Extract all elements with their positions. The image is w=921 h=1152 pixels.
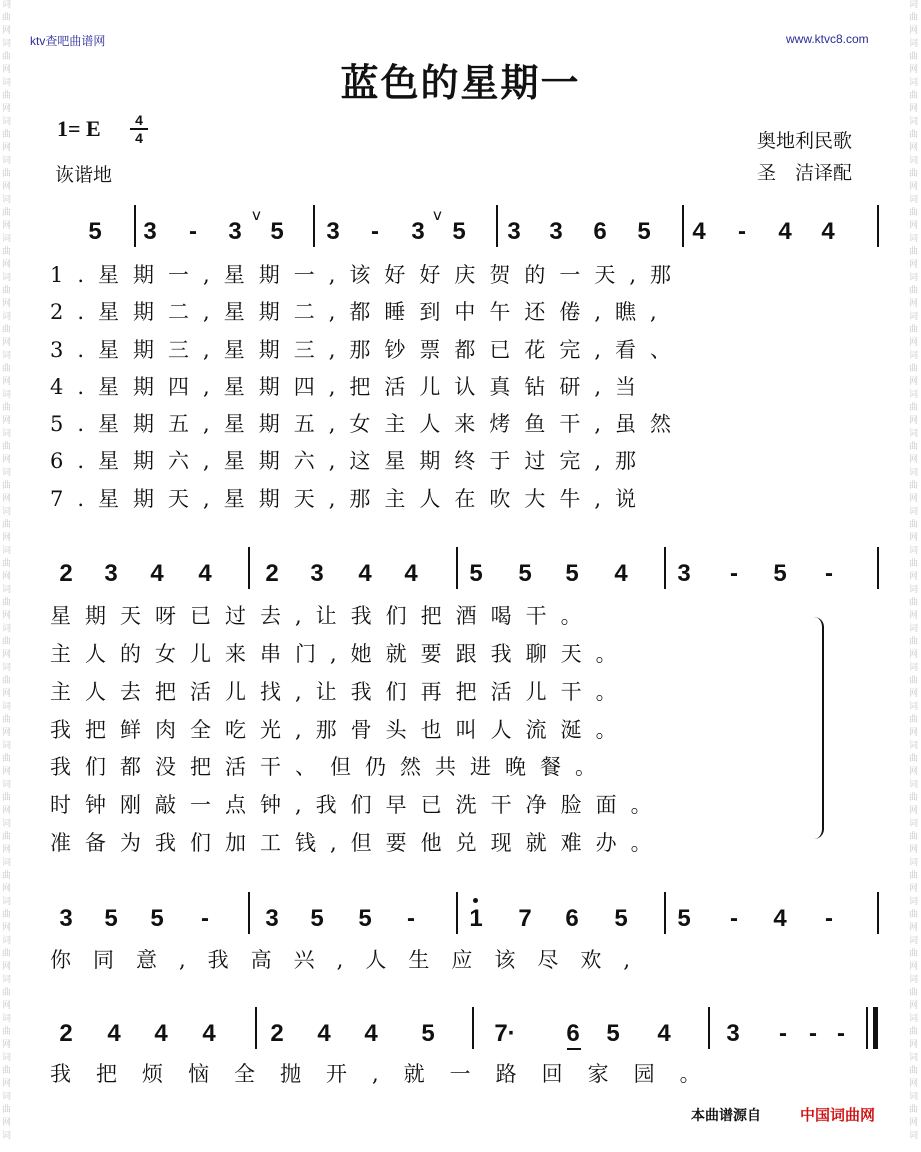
- bar-line: [313, 205, 315, 247]
- watermark-char: 网: [909, 221, 919, 231]
- watermark-char: 词: [909, 702, 919, 712]
- note: 7·: [494, 1020, 516, 1047]
- lyric-verse-4: 4.星期四,星期四,把活儿认真钻研,当: [50, 375, 651, 399]
- watermark-char: 网: [2, 572, 12, 582]
- watermark-char: 词: [909, 546, 919, 556]
- lyric-verse-5: 5.星期五,星期五,女主人来烤鱼干,虽然: [50, 412, 686, 436]
- note: 5: [270, 218, 284, 245]
- watermark-char: 词: [2, 468, 12, 478]
- watermark-char: 网: [2, 377, 12, 387]
- watermark-char: 曲: [2, 169, 12, 179]
- lyric-verse-6: 时钟刚敲一点钟,我们早已洗干净脸面。: [50, 793, 666, 817]
- watermark-char: 词: [2, 1014, 12, 1024]
- watermark-char: 网: [909, 767, 919, 777]
- watermark-char: 词: [909, 117, 919, 127]
- watermark-char: 词: [909, 936, 919, 946]
- note: 4: [198, 560, 212, 587]
- note: 4: [404, 560, 418, 587]
- watermark-char: 网: [909, 923, 919, 933]
- watermark-char: 曲: [909, 637, 919, 647]
- watermark-char: 词: [2, 702, 12, 712]
- watermark-char: 曲: [2, 442, 12, 452]
- watermark-char: 词: [909, 975, 919, 985]
- watermark-char: 网: [909, 962, 919, 972]
- bar-line: [664, 892, 666, 934]
- watermark-char: 曲: [909, 949, 919, 959]
- watermark-char: 网: [909, 884, 919, 894]
- note: 2: [59, 1020, 73, 1047]
- watermark-char: 网: [909, 260, 919, 270]
- watermark-char: 词: [909, 1014, 919, 1024]
- bar-line: [456, 547, 458, 589]
- underline-beat: [567, 1048, 581, 1050]
- note: -: [825, 905, 833, 932]
- note: -: [779, 1020, 787, 1047]
- watermark-char: 曲: [909, 832, 919, 842]
- watermark-char: 词: [2, 390, 12, 400]
- watermark-char: 曲: [2, 910, 12, 920]
- watermark-char: 词: [909, 858, 919, 868]
- watermark-char: 曲: [2, 871, 12, 881]
- note: 4: [154, 1020, 168, 1047]
- final-bar-thin: [866, 1007, 868, 1049]
- note: -: [201, 905, 209, 932]
- watermark-char: 网: [909, 1040, 919, 1050]
- watermark-char: 曲: [2, 1027, 12, 1037]
- watermark-char: 网: [2, 143, 12, 153]
- bar-line: [472, 1007, 474, 1049]
- watermark-char: 曲: [909, 247, 919, 257]
- watermark-char: 网: [2, 221, 12, 231]
- watermark-char: 词: [909, 0, 919, 10]
- watermark-char: 曲: [2, 364, 12, 374]
- bar-line: [456, 892, 458, 934]
- note: 4: [107, 1020, 121, 1047]
- lyric-verse-3: 主人去把活儿找,让我们再把活儿干。: [50, 680, 631, 704]
- note: 5: [310, 905, 324, 932]
- watermark-char: 曲: [909, 520, 919, 530]
- watermark-char: 词: [2, 546, 12, 556]
- note: 5: [88, 218, 102, 245]
- note: 5: [637, 218, 651, 245]
- watermark-char: 词: [2, 819, 12, 829]
- note: 5: [606, 1020, 620, 1047]
- watermark-char: 网: [909, 650, 919, 660]
- lyric-verse-3: 3.星期三,星期三,那钞票都已花完,看、: [50, 338, 686, 362]
- brand-name: 中国词曲网: [800, 1107, 876, 1124]
- note: 4: [358, 560, 372, 587]
- watermark-char: 词: [2, 156, 12, 166]
- watermark-char: 曲: [2, 793, 12, 803]
- watermark-char: 词: [909, 273, 919, 283]
- note: 5: [452, 218, 466, 245]
- watermark-char: 词: [2, 429, 12, 439]
- lyric-verse-6: 6.星期六,星期六,这星期终于过完,那: [50, 449, 651, 473]
- watermark-char: 词: [909, 390, 919, 400]
- note: 3: [310, 560, 324, 587]
- translator-credit: 圣 洁译配: [757, 162, 853, 184]
- watermark-char: 曲: [2, 481, 12, 491]
- watermark-char: 词: [909, 585, 919, 595]
- bar-line: [877, 892, 879, 934]
- watermark-char: 词: [2, 663, 12, 673]
- note: 1: [469, 905, 483, 932]
- watermark-char: 曲: [909, 286, 919, 296]
- watermark-char: 词: [909, 39, 919, 49]
- watermark-char: 词: [2, 78, 12, 88]
- watermark-char: 词: [909, 351, 919, 361]
- watermark-char: 网: [2, 1001, 12, 1011]
- watermark-char: 网: [2, 806, 12, 816]
- watermark-char: 网: [2, 455, 12, 465]
- watermark-char: 曲: [2, 208, 12, 218]
- note: 3: [326, 218, 340, 245]
- watermark-char: 曲: [909, 442, 919, 452]
- watermark-char: 曲: [2, 637, 12, 647]
- watermark-char: 词: [2, 741, 12, 751]
- watermark-char: 网: [2, 962, 12, 972]
- note: 4: [614, 560, 628, 587]
- lyric-verse-5: 我们都没把活干、但仍然共进晚餐。: [50, 755, 610, 779]
- song-title: 蓝色的星期一: [340, 60, 581, 105]
- watermark-char: 曲: [909, 559, 919, 569]
- watermark-char: 网: [2, 299, 12, 309]
- note: 3: [59, 905, 73, 932]
- watermark-char: 词: [2, 312, 12, 322]
- watermark-char: 曲: [909, 793, 919, 803]
- watermark-char: 网: [909, 416, 919, 426]
- watermark-char: 曲: [909, 676, 919, 686]
- watermark-char: 网: [2, 845, 12, 855]
- note: 4: [778, 218, 792, 245]
- note: 3: [507, 218, 521, 245]
- note: -: [837, 1020, 845, 1047]
- note: -: [371, 218, 379, 245]
- time-signature-bottom: 4: [135, 130, 143, 146]
- watermark-char: 网: [2, 104, 12, 114]
- watermark-char: 词: [2, 507, 12, 517]
- watermark-char: 词: [2, 117, 12, 127]
- note: 5: [104, 905, 118, 932]
- note: 5: [614, 905, 628, 932]
- bar-line: [877, 205, 879, 247]
- watermark-char: 曲: [2, 286, 12, 296]
- watermark-char: 曲: [909, 1105, 919, 1115]
- watermark-char: 网: [909, 1079, 919, 1089]
- watermark-char: 网: [909, 143, 919, 153]
- note: 4: [657, 1020, 671, 1047]
- watermark-char: 网: [2, 1079, 12, 1089]
- watermark-char: 词: [2, 195, 12, 205]
- watermark-char: 词: [2, 858, 12, 868]
- note: 3: [228, 218, 242, 245]
- left-watermark-strip: [0, 0, 14, 1152]
- watermark-char: 网: [2, 1118, 12, 1128]
- note: 5: [518, 560, 532, 587]
- watermark-char: 曲: [2, 1066, 12, 1076]
- note: 7: [518, 905, 532, 932]
- note: 3: [411, 218, 425, 245]
- breath-mark: v: [252, 206, 261, 224]
- bar-line: [248, 892, 250, 934]
- watermark-char: 词: [2, 780, 12, 790]
- watermark-char: 词: [909, 663, 919, 673]
- watermark-char: 网: [909, 1118, 919, 1128]
- note: 5: [150, 905, 164, 932]
- note: 5: [773, 560, 787, 587]
- watermark-char: 网: [909, 377, 919, 387]
- watermark-char: 网: [909, 728, 919, 738]
- note: -: [189, 218, 197, 245]
- bar-line: [255, 1007, 257, 1049]
- watermark-char: 网: [2, 533, 12, 543]
- note: 3: [549, 218, 563, 245]
- site-label-left: ktv查吧曲谱网: [30, 34, 106, 48]
- lyric-verse-7: 7.星期天,星期天,那主人在吹大牛,说: [50, 487, 651, 511]
- watermark-char: 曲: [2, 52, 12, 62]
- watermark-char: 词: [909, 897, 919, 907]
- note: -: [730, 905, 738, 932]
- watermark-char: 网: [2, 65, 12, 75]
- watermark-char: 词: [909, 468, 919, 478]
- watermark-char: 网: [909, 455, 919, 465]
- watermark-char: 网: [909, 1001, 919, 1011]
- watermark-char: 网: [2, 884, 12, 894]
- key-signature: 1= E: [57, 116, 101, 141]
- watermark-char: 曲: [909, 208, 919, 218]
- watermark-char: 曲: [909, 364, 919, 374]
- tempo-marking: 诙谐地: [55, 164, 113, 186]
- note: -: [407, 905, 415, 932]
- watermark-char: 网: [2, 650, 12, 660]
- watermark-char: 曲: [909, 1066, 919, 1076]
- bar-line: [496, 205, 498, 247]
- verse-brace: [808, 617, 824, 839]
- watermark-char: 网: [909, 299, 919, 309]
- lyric-verse-7: 准备为我们加工钱,但要他兑现就难办。: [50, 831, 666, 855]
- lyric-chorus-2: 我把烦恼全抛开,就一路回家园。: [50, 1062, 726, 1086]
- bar-line: [877, 547, 879, 589]
- watermark-char: 网: [909, 806, 919, 816]
- watermark-char: 词: [909, 1092, 919, 1102]
- note: 4: [150, 560, 164, 587]
- lyric-chorus-1: 你同意,我高兴,人生应该尽欢,: [50, 948, 653, 972]
- watermark-char: 曲: [909, 130, 919, 140]
- watermark-char: 曲: [2, 403, 12, 413]
- lyric-verse-4: 我把鲜肉全吃光,那骨头也叫人流涎。: [50, 718, 631, 742]
- note: 4: [773, 905, 787, 932]
- watermark-char: 曲: [909, 325, 919, 335]
- watermark-char: 曲: [2, 130, 12, 140]
- watermark-char: 网: [909, 338, 919, 348]
- watermark-char: 网: [2, 416, 12, 426]
- watermark-char: 词: [2, 1053, 12, 1063]
- watermark-char: 曲: [2, 949, 12, 959]
- watermark-char: 词: [2, 273, 12, 283]
- watermark-char: 词: [909, 819, 919, 829]
- watermark-char: 网: [909, 182, 919, 192]
- watermark-char: 词: [909, 156, 919, 166]
- watermark-char: 网: [2, 338, 12, 348]
- note: -: [825, 560, 833, 587]
- time-signature-top: 4: [135, 112, 143, 128]
- site-label-right: www.ktvc8.com: [786, 32, 869, 46]
- watermark-char: 网: [909, 494, 919, 504]
- watermark-char: 曲: [909, 871, 919, 881]
- watermark-char: 曲: [909, 988, 919, 998]
- watermark-char: 网: [2, 767, 12, 777]
- watermark-char: 曲: [2, 559, 12, 569]
- watermark-char: 曲: [2, 247, 12, 257]
- watermark-char: 词: [909, 234, 919, 244]
- watermark-char: 网: [909, 845, 919, 855]
- lyric-verse-2: 主人的女儿来串门,她就要跟我聊天。: [50, 642, 631, 666]
- note: 5: [677, 905, 691, 932]
- watermark-char: 词: [2, 624, 12, 634]
- watermark-char: 词: [2, 936, 12, 946]
- watermark-char: 曲: [909, 403, 919, 413]
- lyric-verse-1: 星期天呀已过去,让我们把酒喝干。: [50, 604, 596, 628]
- watermark-char: 网: [2, 1040, 12, 1050]
- bar-line: [248, 547, 250, 589]
- watermark-char: 曲: [2, 754, 12, 764]
- watermark-char: 词: [2, 0, 12, 10]
- watermark-char: 曲: [2, 1105, 12, 1115]
- watermark-char: 网: [909, 104, 919, 114]
- high-octave-dot: [473, 898, 478, 903]
- watermark-char: 词: [909, 195, 919, 205]
- watermark-char: 词: [909, 312, 919, 322]
- song-origin: 奥地利民歌: [757, 130, 853, 152]
- watermark-char: 词: [2, 351, 12, 361]
- note: -: [738, 218, 746, 245]
- watermark-char: 曲: [2, 715, 12, 725]
- watermark-char: 网: [2, 923, 12, 933]
- note: -: [809, 1020, 817, 1047]
- lyric-verse-1: 1.星期一,星期一,该好好庆贺的一天,那: [50, 263, 686, 287]
- watermark-char: 网: [2, 182, 12, 192]
- note: 5: [469, 560, 483, 587]
- breath-mark: v: [433, 206, 442, 224]
- note: 2: [59, 560, 73, 587]
- note: 2: [265, 560, 279, 587]
- note: 6: [565, 905, 579, 932]
- watermark-char: 网: [2, 611, 12, 621]
- watermark-char: 网: [909, 65, 919, 75]
- note: 5: [358, 905, 372, 932]
- watermark-char: 曲: [909, 715, 919, 725]
- note: 3: [104, 560, 118, 587]
- note: 4: [364, 1020, 378, 1047]
- note: 3: [265, 905, 279, 932]
- watermark-char: 曲: [2, 91, 12, 101]
- watermark-char: 网: [909, 611, 919, 621]
- note: -: [730, 560, 738, 587]
- watermark-char: 曲: [909, 169, 919, 179]
- watermark-char: 曲: [2, 988, 12, 998]
- watermark-char: 网: [2, 689, 12, 699]
- watermark-char: 曲: [909, 91, 919, 101]
- note: 4: [692, 218, 706, 245]
- note: 5: [565, 560, 579, 587]
- watermark-char: 曲: [909, 481, 919, 491]
- watermark-char: 网: [909, 533, 919, 543]
- time-signature: [130, 113, 148, 145]
- watermark-char: 曲: [2, 832, 12, 842]
- watermark-char: 词: [909, 78, 919, 88]
- bar-line: [664, 547, 666, 589]
- note: 3: [726, 1020, 740, 1047]
- watermark-char: 网: [2, 494, 12, 504]
- watermark-char: 词: [909, 429, 919, 439]
- watermark-char: 网: [2, 260, 12, 270]
- watermark-char: 曲: [909, 910, 919, 920]
- watermark-char: 词: [2, 975, 12, 985]
- right-watermark-strip: [907, 0, 921, 1152]
- source-label: 本曲谱源自: [691, 1107, 761, 1123]
- watermark-char: 网: [909, 572, 919, 582]
- watermark-char: 词: [2, 897, 12, 907]
- watermark-char: 曲: [2, 598, 12, 608]
- note: 4: [821, 218, 835, 245]
- watermark-char: 曲: [2, 13, 12, 23]
- watermark-char: 词: [909, 741, 919, 751]
- note: 4: [317, 1020, 331, 1047]
- watermark-char: 曲: [909, 52, 919, 62]
- watermark-char: 曲: [909, 1027, 919, 1037]
- watermark-char: 词: [2, 234, 12, 244]
- watermark-char: 曲: [909, 13, 919, 23]
- note: 2: [270, 1020, 284, 1047]
- watermark-char: 词: [909, 1131, 919, 1141]
- note: 6: [566, 1020, 580, 1047]
- bar-line: [708, 1007, 710, 1049]
- watermark-char: 词: [2, 1131, 12, 1141]
- note: 3: [143, 218, 157, 245]
- watermark-char: 曲: [909, 754, 919, 764]
- lyric-verse-2: 2.星期二,星期二,都睡到中午还倦,瞧,: [50, 300, 671, 324]
- note: 3: [677, 560, 691, 587]
- watermark-char: 曲: [2, 676, 12, 686]
- watermark-char: 词: [2, 1092, 12, 1102]
- watermark-char: 词: [909, 780, 919, 790]
- watermark-char: 曲: [2, 520, 12, 530]
- watermark-char: 网: [2, 728, 12, 738]
- watermark-char: 网: [909, 689, 919, 699]
- note: 5: [421, 1020, 435, 1047]
- watermark-char: 词: [909, 1053, 919, 1063]
- watermark-char: 曲: [909, 598, 919, 608]
- note: 6: [593, 218, 607, 245]
- watermark-char: 词: [909, 507, 919, 517]
- note: 4: [202, 1020, 216, 1047]
- final-bar-thick: [873, 1007, 878, 1049]
- watermark-char: 曲: [2, 325, 12, 335]
- watermark-char: 词: [909, 624, 919, 634]
- watermark-char: 词: [2, 39, 12, 49]
- watermark-char: 词: [2, 585, 12, 595]
- watermark-char: 网: [2, 26, 12, 36]
- watermark-char: 网: [909, 26, 919, 36]
